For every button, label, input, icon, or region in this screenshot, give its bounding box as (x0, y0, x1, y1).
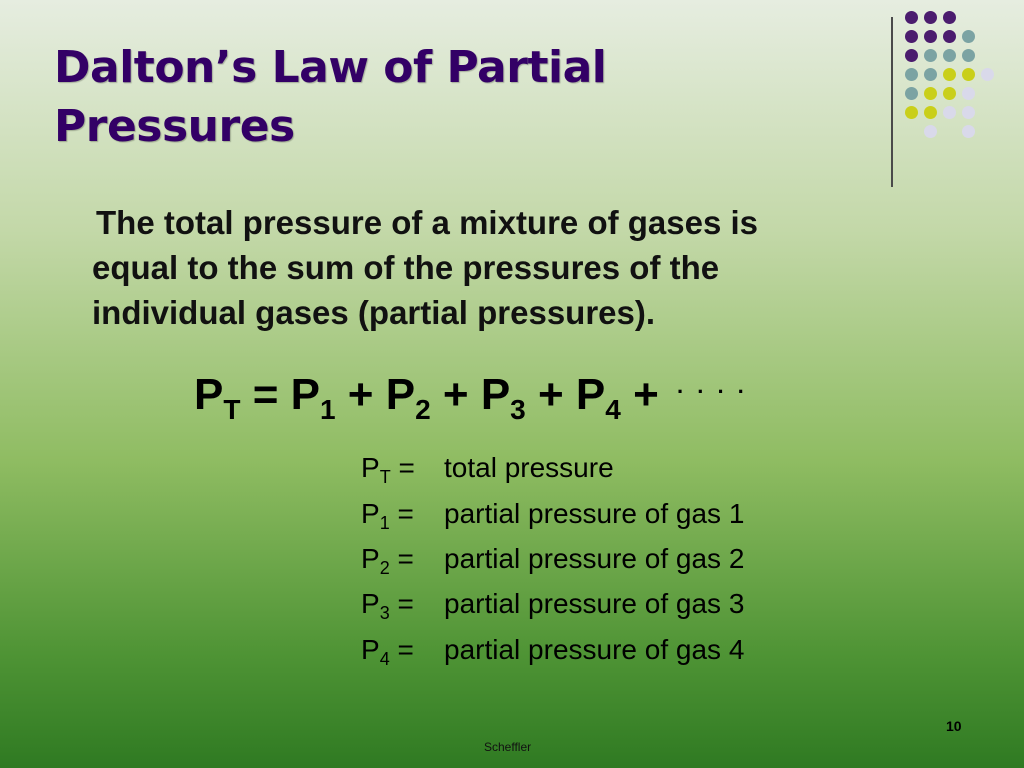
eq-p2: $P_2$ (385, 370, 431, 425)
definition-symbol: $P_3$ = (361, 588, 414, 623)
decorative-dot (962, 30, 975, 43)
decorative-dot (924, 49, 937, 62)
decorative-dot (905, 87, 918, 100)
decorative-dot (924, 106, 937, 119)
decorative-dot (943, 49, 956, 62)
decorative-dot (943, 106, 956, 119)
eq-sub-total: T (223, 394, 241, 425)
decorative-dot (943, 30, 956, 43)
definition-text: partial pressure of gas 2 (444, 543, 745, 574)
decorative-dot (905, 49, 918, 62)
decorative-dot (962, 125, 975, 138)
decorative-dot (981, 68, 994, 81)
slide-title-line1: Dalton’s Law of Partial (54, 42, 607, 93)
slide-title-line2: Pressures (54, 101, 295, 152)
eq-p4: $P_4$ (575, 370, 621, 425)
decorative-dot (905, 68, 918, 81)
decorative-dot (924, 87, 937, 100)
eq-p3: $P_3$ (480, 370, 526, 425)
definition-symbol: $P_4$ = (361, 634, 414, 669)
definition-symbol: $P_1$ = (361, 498, 414, 533)
decorative-dot (905, 106, 918, 119)
definition-text: total pressure (444, 452, 614, 483)
footer-author: Scheffler (484, 740, 532, 754)
decorative-dot (924, 11, 937, 24)
law-statement-line3: individual gases (partial pressures). (92, 294, 656, 331)
slide-number: 10 (946, 718, 962, 734)
eq-p-total: $P_T$ (194, 370, 241, 425)
slide-title (54, 38, 606, 156)
dot-grid-decoration (905, 11, 1015, 171)
definition-text: partial pressure of gas 1 (444, 498, 745, 529)
decorative-dot (905, 30, 918, 43)
definition-symbol: $P_T$ = (361, 452, 415, 487)
decorative-dot (943, 11, 956, 24)
definition-text: partial pressure of gas 3 (444, 588, 745, 619)
definition-text: partial pressure of gas 4 (444, 634, 745, 665)
law-statement-line1: The total pressure of a mixture of gases is (96, 204, 759, 241)
decorative-dot (924, 30, 937, 43)
decorative-dot (924, 125, 937, 138)
decorative-dot (962, 68, 975, 81)
definition-symbol: $P_2$ = (361, 543, 414, 578)
decorative-dot (924, 68, 937, 81)
law-statement (92, 200, 912, 335)
eq-p1: $P_1$ (290, 370, 336, 425)
eq-ellipsis: . . . . (677, 373, 748, 398)
dalton-equation: $P_T = P_1 + P_2 + P_3 + P_4 + ^{. . . .}$ (194, 370, 748, 425)
decorative-dot (962, 87, 975, 100)
decorative-dot (962, 49, 975, 62)
decorative-dot (943, 68, 956, 81)
decorative-dot (962, 106, 975, 119)
decorative-dot (943, 87, 956, 100)
divider-line (891, 17, 893, 187)
decorative-dot (905, 11, 918, 24)
law-statement-line2: equal to the sum of the pressures of the (92, 249, 720, 286)
